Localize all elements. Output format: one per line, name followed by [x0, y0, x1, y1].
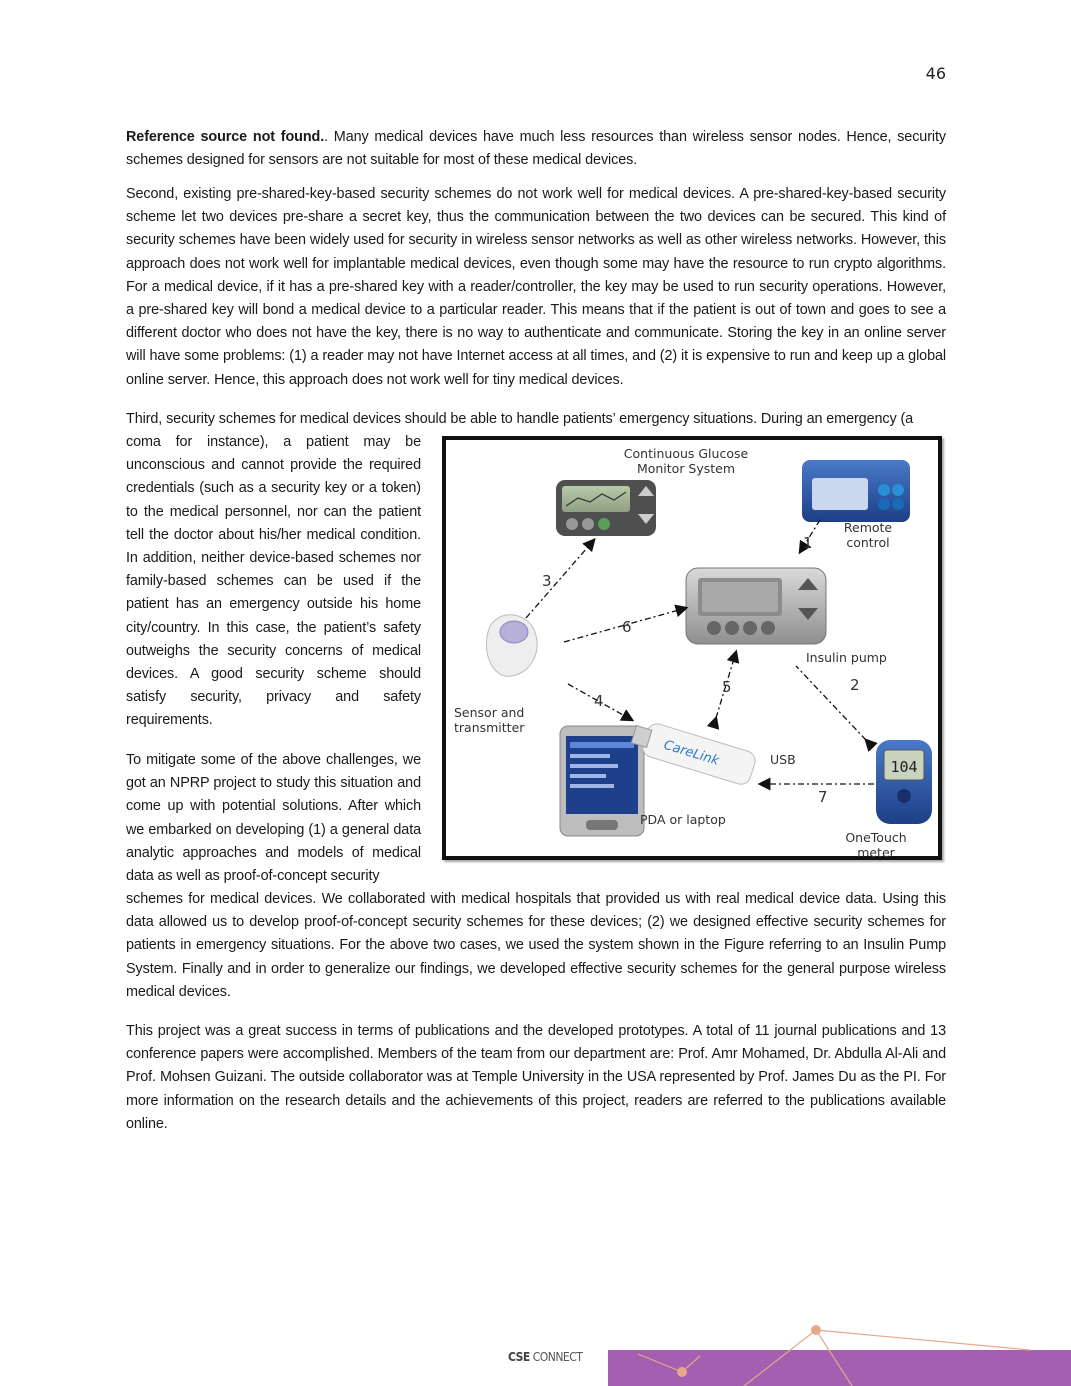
arrow-number-1: 1 [803, 534, 813, 552]
broken-reference-text: Reference source not found. [126, 129, 325, 145]
usb-label: USB [770, 752, 796, 767]
remote-control-label [818, 520, 918, 550]
meter-reading: 104 [890, 758, 918, 776]
cgm-label-line-1: Continuous Glucose [623, 446, 749, 461]
footer-decorative-band [0, 1320, 1071, 1386]
carelink-usb-stick [629, 718, 758, 787]
paragraph-1 [126, 126, 946, 172]
arrow-number-5: 5 [722, 678, 732, 696]
page-number: 46 [925, 64, 946, 83]
usb-brand-text: CareLink [661, 737, 721, 769]
arrow-number-2: 2 [850, 676, 860, 694]
insulin-pump-label: Insulin pump [806, 650, 887, 665]
paragraph-1-text: . Many medical devices have much less resources than wireless sensor nodes. Hence, security schemes designed for sensors are not suitable for most of these medical devices. [126, 129, 946, 169]
footer-brand-light: CONNECT [532, 1350, 583, 1364]
arrow-number-7: 7 [818, 788, 828, 806]
paragraph-3-wrapped: coma for instance), a patient may be unconscious and cannot provide the required credentials (such as a security key or a token) to the medical personnel, nor can the patient tell the doctor about his/her medical condition. In addition, neither device-based schemes nor family-based schemes can be used if the patient has an emergency outside his home city/country. In this case, the patient’s safety outweighs the security concerns of medical devices. A good security scheme should satisfy security, privacy and safety requirements. [126, 434, 421, 729]
insulin-pump-device [686, 568, 826, 644]
footer-purple-band [608, 1350, 1071, 1386]
footer-node [677, 1367, 687, 1377]
arrow-number-6: 6 [622, 618, 632, 636]
meter-label-line-2: meter [857, 845, 895, 860]
sensor-transmitter-device [486, 615, 537, 677]
insulin-pump-system-figure [442, 436, 942, 860]
remote-control-device [802, 460, 910, 522]
arrow-number-3: 3 [542, 572, 552, 590]
footer-node [811, 1325, 821, 1335]
meter-label [832, 830, 920, 860]
meter-label-line-1: OneTouch [845, 830, 907, 845]
onetouch-meter-device [876, 740, 932, 824]
sensor-label-line-1: Sensor and [454, 705, 525, 720]
cgm-label [606, 446, 766, 476]
figure-illustration [446, 440, 938, 856]
sensor-label-line-2: transmitter [454, 720, 525, 735]
pda-label: PDA or laptop [640, 812, 726, 827]
arrow-3 [526, 540, 594, 618]
footer-brand-bold: CSE [508, 1350, 530, 1364]
paragraph-3-first-line: Third, security schemes for medical devices should be able to handle patients’ emergency situations. During an emergency (a [126, 411, 914, 427]
remote-label-line-2: control [846, 535, 890, 550]
arrow-number-4: 4 [594, 692, 604, 710]
paragraph-4-wrapped: To mitigate some of the above challenges, we got an NPRP project to study this situation and come up with potential solutions. After which we embarked on developing (1) a general data analytic approaches and models of medical data as well as proof-of-concept security [126, 752, 421, 885]
cgm-monitor-device [556, 480, 656, 536]
remote-label-line-1: Remote [843, 520, 893, 535]
paragraph-4-continued: schemes for medical devices. We collaborated with medical hospitals that provided us with real medical device data. Using this data allowed us to develop proof-of-concept security schemes for these devices; (2) we designed effective security schemes for patients in emergency situations. For the above two cases, we used the system shown in the Figure referring to an Insulin Pump System. Finally and in order to generalize our findings, we developed effective security schemes for the general purpose wireless medical devices. [126, 891, 946, 1000]
cgm-label-line-2: Monitor System [636, 461, 736, 476]
paragraph-2: Second, existing pre-shared-key-based security schemes do not work well for medical devices. A pre-shared-key-based security scheme let two devices pre-share a secret key, thus the communication between the two devices can be secured. This kind of security schemes have been widely used for security in wireless sensor networks as well as other wireless networks. However, this approach does not work well for implantable medical devices, even though some may have the resource to run crypto algorithms. For a medical device, if it has a pre-shared key with a reader/controller, the key may be used to run security operations. However, a pre-shared key will bond a medical device to a particular reader. This means that if the patient is out of town and goes to see a different doctor who does not have the key, there is no way to authenticate and communicate. Storing the key in an online server will have some problems: (1) a reader may not have Internet access at all times, and (2) it is expensive to run and keep up a global online server. Hence, this approach does not work well for tiny medical devices. [126, 186, 946, 388]
sensor-label [454, 705, 544, 735]
paragraph-5: This project was a great success in terms of publications and the developed prototypes. A total of 11 journal publications and 13 conference papers were accomplished. Members of the team from our department are: Prof. Amr Mohamed, Dr. Abdulla Al-Ali and Prof. Mohsen Guizani. The outside collaborator was at Temple University in the USA represented by Prof. James Du as the PI. For more information on the research details and the achievements of this project, readers are referred to the publications available online. [126, 1023, 946, 1132]
